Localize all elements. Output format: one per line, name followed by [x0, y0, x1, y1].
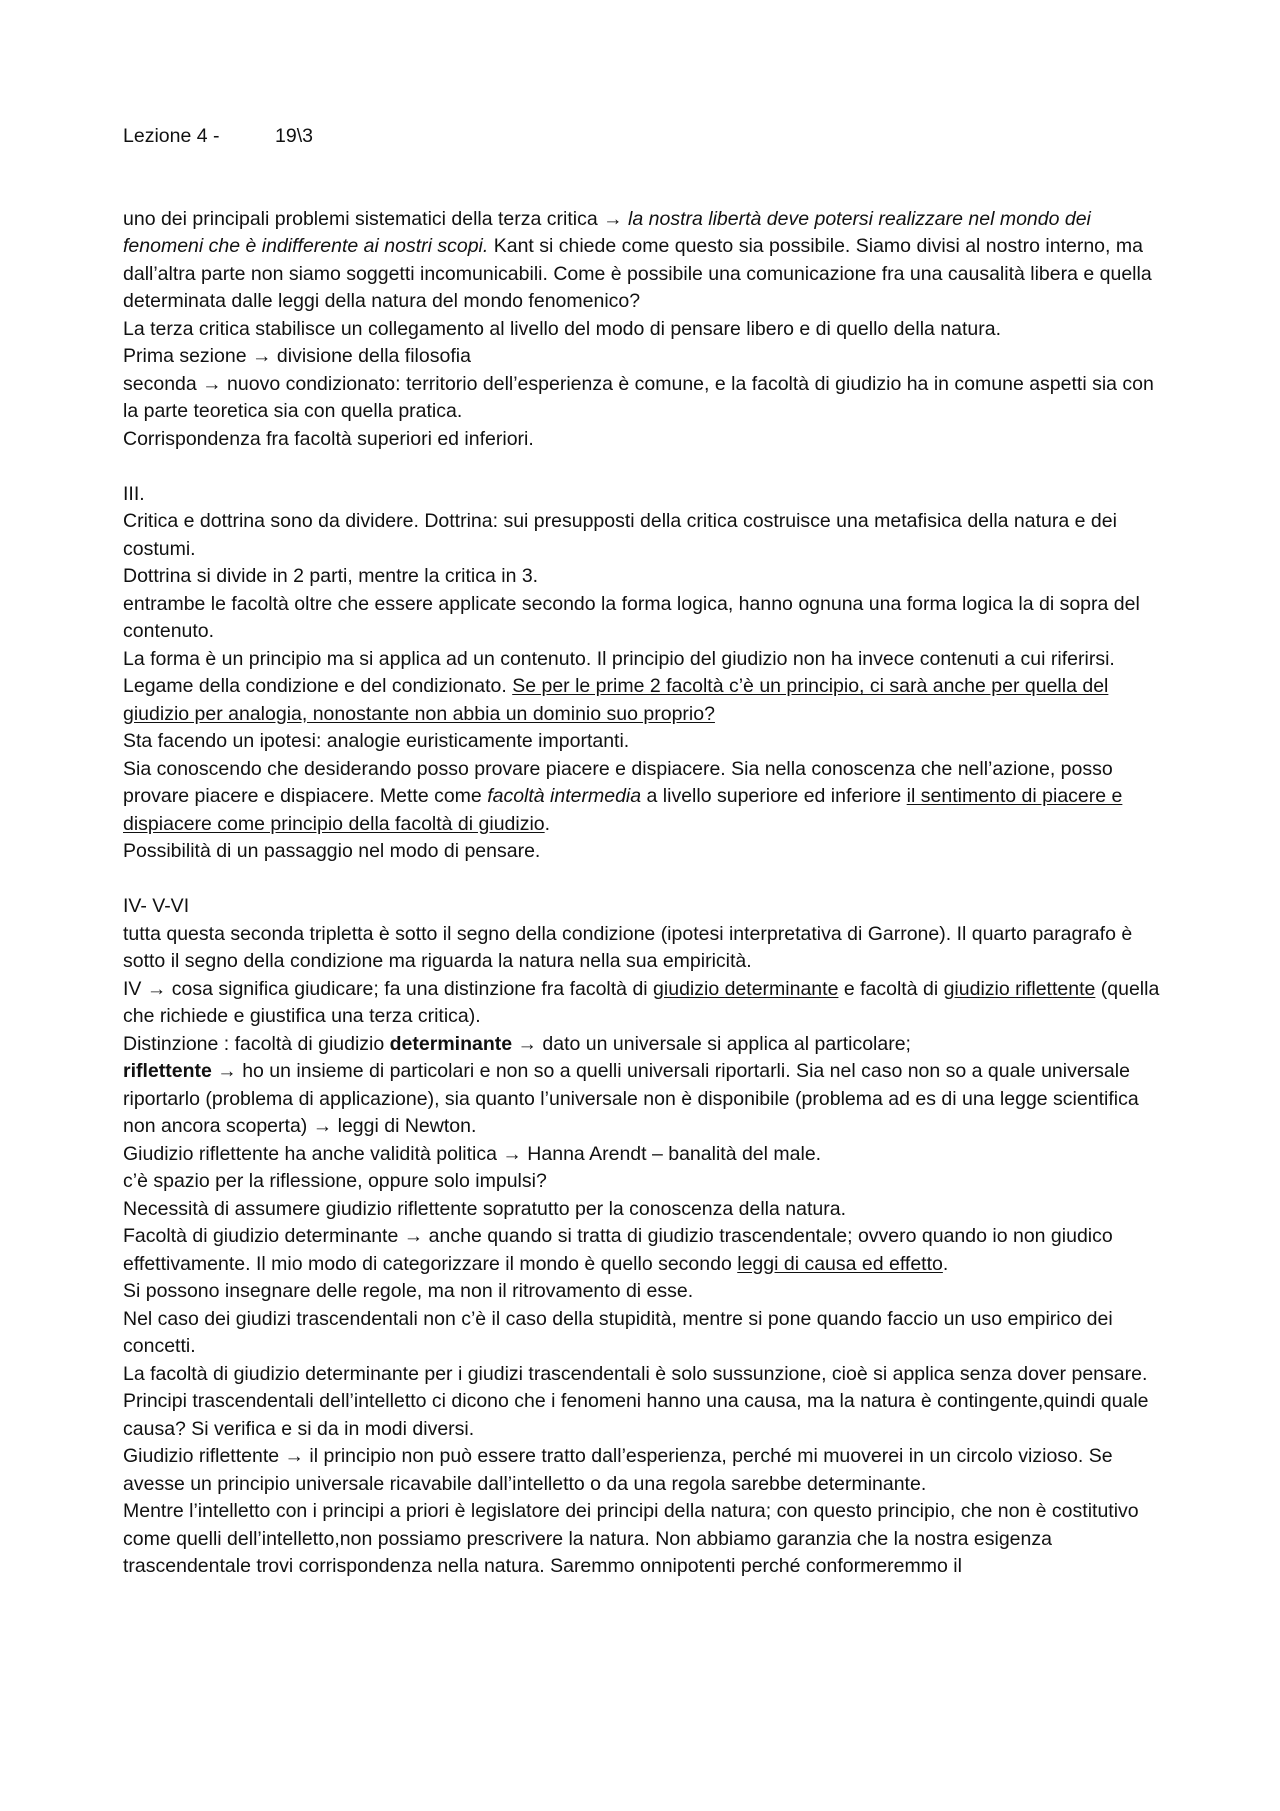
section-4-line-4: riflettente → ho un insieme di particolari e non so a quelli universali riportarli. Sia nel caso non so a quale universale riportarlo (problema di applicazione), sia quanto l’universale non è disponibile (problema ad es di una legge scientifica non ancora scoperta) → leggi di Newton.: [123, 1060, 1139, 1137]
section-4-line-1: tutta questa seconda tripletta è sotto il segno della condizione (ipotesi interpretativa di Garrone). Il quarto paragrafo è sotto il segno della condizione ma riguarda la natura nella sua empiricità.: [123, 922, 1133, 972]
section-3-line-2: Dottrina si divide in 2 parti, mentre la critica in 3.: [123, 565, 539, 587]
section-3-line-4: La forma è un principio ma si applica ad un contenuto. Il principio del giudizio non ha invece contenuti a cui riferirsi.: [123, 647, 1115, 670]
section-3-line-3: entrambe le facoltà oltre che essere applicate secondo la forma logica, hanno ognuna una forma logica la di sopra del contenuto.: [123, 592, 1140, 642]
intro-line-4: seconda → nuovo condizionato: territorio dell’esperienza è comune, e la facoltà di giudizio ha in comune aspetti sia con la parte teoretica sia con quella pratica.: [123, 372, 1154, 422]
lesson-date: 19\3: [275, 125, 313, 147]
section-4-line-2: IV → cosa significa giudicare; fa una distinzione fra facoltà di giudizio determinante e facoltà di giudizio riflettente (quella che richiede e giustifica una terza critica).: [123, 977, 1160, 1027]
section-4-line-12: Principi trascendentali dell’intelletto ci dicono che i fenomeni hanno una causa, ma la natura è contingente,quindi quale causa? Si verifica e si da in modi diversi.: [123, 1390, 1149, 1440]
document-page: [123, 123, 1168, 1581]
section-4-line-13: Giudizio riflettente → il principio non può essere tratto dall’esperienza, perché mi muoverei in un circolo vizioso. Se avesse un principio universale ricavabile dall’intelletto o da una regola sarebbe determinante.: [123, 1445, 1113, 1495]
italic-term: facoltà intermedia: [487, 785, 642, 807]
page-header: [123, 123, 1168, 151]
section-4-line-7: Necessità di assumere giudizio riflettente sopratutto per la conoscenza della natura.: [123, 1197, 846, 1220]
intro-line-2: La terza critica stabilisce un collegamento al livello del modo di pensare libero e di quello della natura.: [123, 317, 1002, 340]
section-3-line-7: Sia conoscendo che desiderando posso provare piacere e dispiacere. Sia nella conoscenza che nell’azione, posso provare piacere e dispiacere. Mette come facoltà intermedia a livello superiore ed inferiore il sentimento di piacere e dispiacere come principio della facoltà di giudizio.: [123, 757, 1123, 835]
lesson-title: Lezione 4 -: [123, 125, 220, 147]
section-3-line-5: Legame della condizione e del condizionato. Se per le prime 2 facoltà c’è un principio, ci sarà anche per quella del giudizio per analogia, nonostante non abbia un dominio suo proprio?: [123, 675, 1109, 725]
blank-line: [123, 453, 1168, 481]
section-4-line-9: Si possono insegnare delle regole, ma non il ritrovamento di esse.: [123, 1280, 694, 1302]
section-4-line-3: Distinzione : facoltà di giudizio determinante → dato un universale si applica al particolare;: [123, 1032, 911, 1055]
underlined-term: giudizio determinante: [653, 977, 839, 1000]
underlined-term: giudizio riflettente: [943, 977, 1096, 1000]
section-4-heading: IV- V-VI: [123, 895, 190, 917]
section-4-line-8: Facoltà di giudizio determinante → anche quando si tratta di giudizio trascendentale; ovvero quando io non giudico effettivamente. Il mio modo di categorizzare il mondo è quello secondo leggi di causa ed effetto.: [123, 1225, 1113, 1275]
underlined-principle: il sentimento di piacere e dispiacere come principio della facoltà di giudizio: [123, 785, 1123, 835]
underlined-term: leggi di causa ed effetto: [737, 1252, 943, 1275]
section-3-line-1: Critica e dottrina sono da dividere. Dottrina: sui presupposti della critica costruisce una metafisica della natura e dei costumi.: [123, 510, 1117, 560]
intro-line-3: Prima sezione → divisione della filosofia: [123, 345, 471, 367]
bold-term: riflettente: [123, 1060, 212, 1082]
section-4-line-11: La facoltà di giudizio determinante per i giudizi trascendentali è solo sussunzione, cioè si applica senza dover pensare.: [123, 1362, 1148, 1385]
section-4-line-10: Nel caso dei giudizi trascendentali non c’è il caso della stupidità, mentre si pone quando faccio un uso empirico dei concetti.: [123, 1307, 1113, 1357]
section-3-line-6: Sta facendo un ipotesi: analogie euristicamente importanti.: [123, 730, 630, 752]
section-4-line-6: c’è spazio per la riflessione, oppure solo impulsi?: [123, 1170, 547, 1192]
section-3-heading: III.: [123, 482, 145, 505]
intro-paragraph: uno dei principali problemi sistematici della terza critica → la nostra libertà deve potersi realizzare nel mondo dei fenomeni che è indifferente ai nostri scopi. Kant si chiede come questo sia possibile. Siamo divisi al nostro interno, ma dall’altra parte non siamo soggetti incomunicabili. Come è possibile una comunicazione fra una causalità libera e quella determinata dalle leggi della natura del mondo fenomenico?: [123, 207, 1152, 312]
bold-term: determinante: [389, 1032, 513, 1055]
underlined-question: Se per le prime 2 facoltà c’è un principio, ci sarà anche per quella del giudizio per analogia, nonostante non abbia un dominio suo proprio?: [123, 675, 1109, 725]
section-3-line-8: Possibilità di un passaggio nel modo di pensare.: [123, 840, 541, 862]
section-4-line-14: Mentre l’intelletto con i principi a priori è legislatore dei principi della natura; con questo principio, che non è costitutivo come quelli dell’intelletto,non possiamo prescrivere la natura. Non abbiamo garanzia che la nostra esigenza trascendentale trovi corrispondenza nella natura. Saremmo onnipotenti perché conformeremmo il: [123, 1500, 1139, 1577]
italic-statement: la nostra libertà deve potersi realizzare nel mondo dei fenomeni che è indifferente ai nostri scopi.: [123, 207, 1091, 257]
intro-line-5: Corrispondenza fra facoltà superiori ed inferiori.: [123, 427, 534, 450]
blank-line: [123, 866, 1168, 894]
section-4-line-5: Giudizio riflettente ha anche validità politica → Hanna Arendt – banalità del male.: [123, 1142, 822, 1165]
